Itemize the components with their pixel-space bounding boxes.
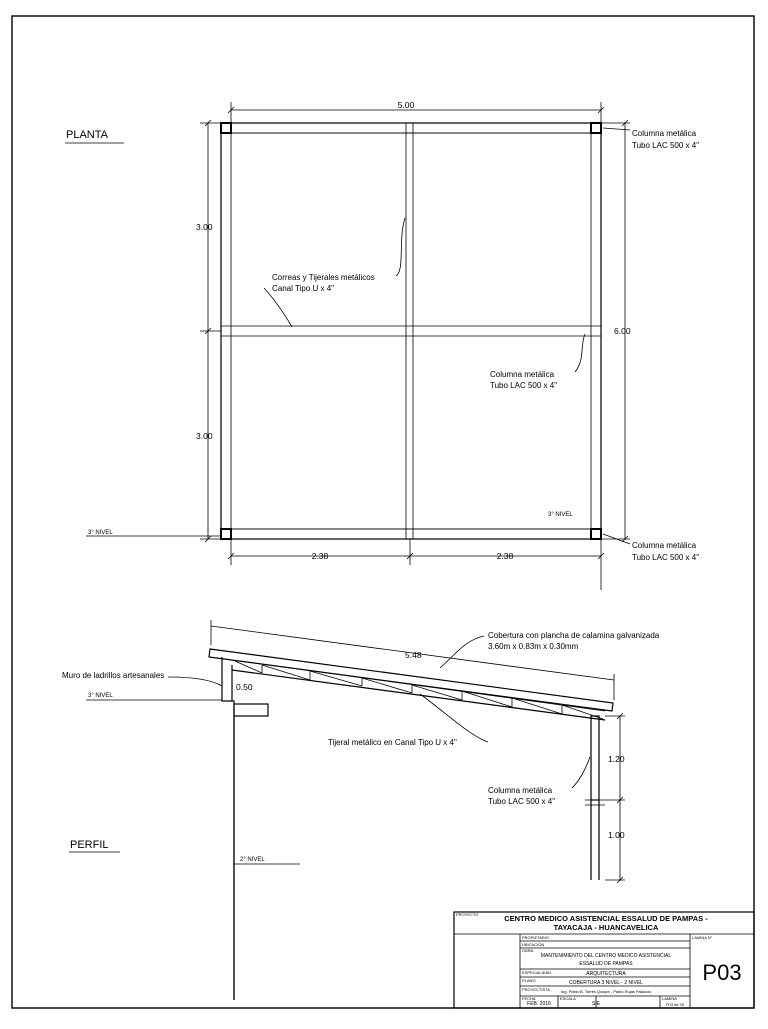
profile-dim-lower: 1.00 <box>608 830 625 840</box>
tb-project-line1: CENTRO MEDICO ASISTENCIAL ESSALUD DE PAMPAS - <box>504 914 708 923</box>
plan-level-left: 3° NIVEL <box>88 530 113 536</box>
profile-dim-upper: 1.20 <box>608 754 625 764</box>
plan-column-top-left <box>221 123 231 133</box>
plan-inner-frame <box>231 133 591 529</box>
plan-title: PLANTA <box>66 129 108 141</box>
tb-sheet-number: P03 <box>702 960 742 985</box>
profile-leader-wall <box>168 677 222 686</box>
profile-beam-stub <box>234 704 268 716</box>
profile-label-wall: Muro de ladrillos artesanales <box>62 671 165 680</box>
profile-label-column-1: Columna metálica <box>488 786 553 795</box>
profile-label-truss: Tijeral metálico en Canal Tipo U x 4" <box>328 738 457 747</box>
tb-field-escala: ESCALA <box>560 996 576 1001</box>
profile-title: PERFIL <box>70 839 109 851</box>
tb-field-lamina: LAMINA <box>662 996 677 1001</box>
profile-dim-wall: 0.50 <box>236 682 253 692</box>
profile-leader-column <box>572 757 590 788</box>
tb-obra-line1: MANTENIMIENTO DEL CENTRO MEDICO ASISTENCIAL <box>540 953 672 959</box>
profile-label-roof-1: Cobertura con plancha de calamina galvanizada <box>488 631 660 640</box>
tb-field-propietario: PROPIETARIO <box>522 935 550 940</box>
plan-dim-bottom-left: 2.38 <box>311 551 329 561</box>
profile-label-column-2: Tubo LAC 500 x 4" <box>488 797 556 806</box>
tb-field-ubicacion: UBICACION <box>522 942 545 947</box>
tb-project-line2: TAYACAJA - HUANCAVELICA <box>553 923 659 932</box>
tb-field-obra: OBRA <box>522 948 534 953</box>
plan-dim-top: 5.00 <box>397 100 415 110</box>
tb-field-proyecto: PROYECTO <box>456 912 479 917</box>
tb-proyectista: Ing. Pablo B. Torres Quispe - Pablo Rojas Palacios <box>560 989 652 994</box>
plan-leader-column-top <box>603 128 630 130</box>
plan-dim-left-bottom: 3.00 <box>196 431 213 441</box>
plan-level-right: 3° NIVEL <box>548 512 573 518</box>
profile-leader-roof <box>440 636 484 668</box>
profile-truss-webs <box>235 661 603 719</box>
plan-column-bottom-right <box>591 529 601 539</box>
profile-level-top: 3° NIVEL <box>88 693 113 699</box>
tb-fecha: FEB. 2016 <box>527 1001 551 1007</box>
tb-obra-line2: ESSALUD DE PAMPAS <box>579 961 633 967</box>
plan-dim-bottom-right: 2.38 <box>496 551 514 561</box>
plan-dim-left-top: 3.00 <box>196 222 213 232</box>
plan-column-top-right <box>591 123 601 133</box>
title-block <box>454 912 754 1008</box>
plan-leader-purlins-1 <box>396 218 405 276</box>
plan-leader-column-mid <box>575 334 585 372</box>
tb-field-sheet: LAMINA N° <box>692 935 713 940</box>
tb-escala: S/E <box>591 1001 601 1007</box>
plan-label-column-bottom-1: Columna metálica <box>632 541 697 550</box>
plan-label-column-mid-2: Tubo LAC 500 x 4" <box>490 381 558 390</box>
plan-leader-purlins-2 <box>264 288 292 327</box>
tb-field-plano: PLANO <box>522 978 536 983</box>
profile-view <box>62 620 660 1000</box>
tb-field-proyectista: PROYECTISTA <box>522 987 550 992</box>
profile-dim-slope: 5.48 <box>405 650 422 660</box>
plan-label-column-top-1: Columna metálica <box>632 129 697 138</box>
plan-label-purlins-2: Canal Tipo U x 4" <box>272 284 334 293</box>
plan-label-column-top-2: Tubo LAC 500 x 4" <box>632 141 700 150</box>
tb-lamina: P03 de 05 <box>665 1002 685 1007</box>
plan-column-bottom-left <box>221 529 231 539</box>
tb-field-especialidad: ESPECIALIDAD <box>522 970 552 975</box>
sheet-border <box>12 16 754 1008</box>
tb-plano: COBERTURA 3 NIVEL - 2 NIVEL <box>569 980 643 986</box>
plan-label-column-mid-1: Columna metálica <box>490 370 555 379</box>
tb-especialidad: ARQUITECTURA <box>586 971 626 977</box>
profile-label-roof-2: 3.60m x 0.83m x 0.30mm <box>488 642 579 651</box>
profile-leader-truss <box>420 694 488 742</box>
tb-field-fecha: FECHA <box>522 996 536 1001</box>
profile-brick-wall <box>222 657 234 1000</box>
profile-level-bottom: 2° NIVEL <box>240 857 265 863</box>
plan-label-column-bottom-2: Tubo LAC 500 x 4" <box>632 553 700 562</box>
plan-view <box>65 100 699 590</box>
plan-label-purlins-1: Correas y Tijerales metálicos <box>272 273 375 282</box>
profile-right-column <box>591 716 599 800</box>
plan-outer-frame <box>221 123 601 539</box>
plan-dim-right: 6.00 <box>614 326 631 336</box>
